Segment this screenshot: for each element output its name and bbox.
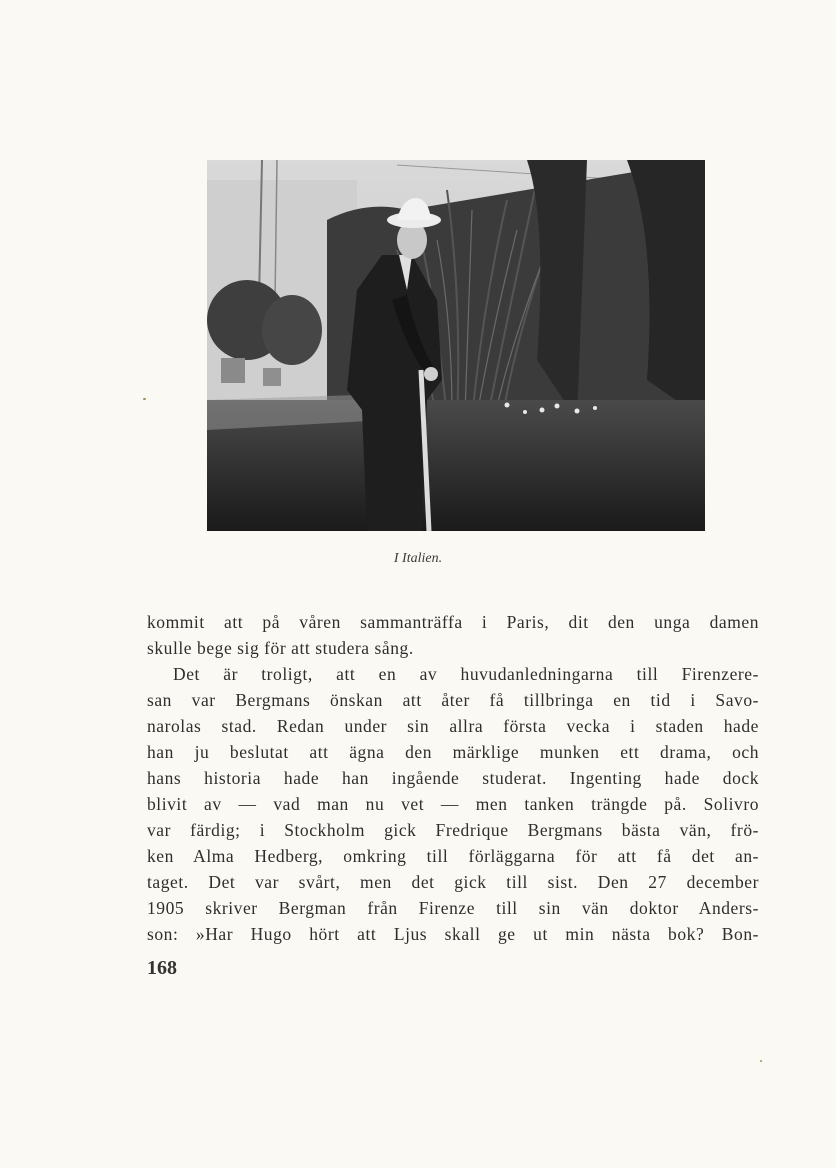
text-line: narolas stad. Redan under sin allra första vecka i staden hade <box>147 716 759 736</box>
text-line: 1905 skriver Bergman från Firenze till sin vän doktor Anders- <box>147 898 759 918</box>
text-line: hans historia hade han ingående studerat. Ingenting hade dock <box>147 768 759 788</box>
photograph <box>207 160 705 531</box>
photograph-icon <box>207 160 705 531</box>
text-line: skulle bege sig för att studera sång. <box>147 638 414 658</box>
text-line: kommit att på våren sammanträffa i Paris, dit den unga damen <box>147 612 759 632</box>
text-line: son: »Har Hugo hört att Ljus skall ge ut min nästa bok? Bon- <box>147 924 759 944</box>
text-line: taget. Det var svårt, men det gick till sist. Den 27 december <box>147 872 759 892</box>
text-line: san var Bergmans önskan att åter få tillbringa en tid i Savo- <box>147 690 759 710</box>
text-line: blivit av — vad man nu vet — men tanken trängde på. Solivro <box>147 794 759 814</box>
text-line: Det är troligt, att en av huvudanledningarna till Firenzere- <box>173 664 759 684</box>
text-line: var färdig; i Stockholm gick Fredrique Bergmans bästa vän, frö- <box>147 820 759 840</box>
paper-speck <box>143 398 146 400</box>
figure-caption: I Italien. <box>393 551 443 566</box>
paper-speck <box>760 1060 762 1062</box>
body-text <box>147 609 759 947</box>
text-line: han ju beslutat att ägna den märklige munken ett drama, och <box>147 742 759 762</box>
text-line: ken Alma Hedberg, omkring till förläggarna för att få det an- <box>147 846 759 866</box>
page-number: 168 <box>147 957 177 979</box>
